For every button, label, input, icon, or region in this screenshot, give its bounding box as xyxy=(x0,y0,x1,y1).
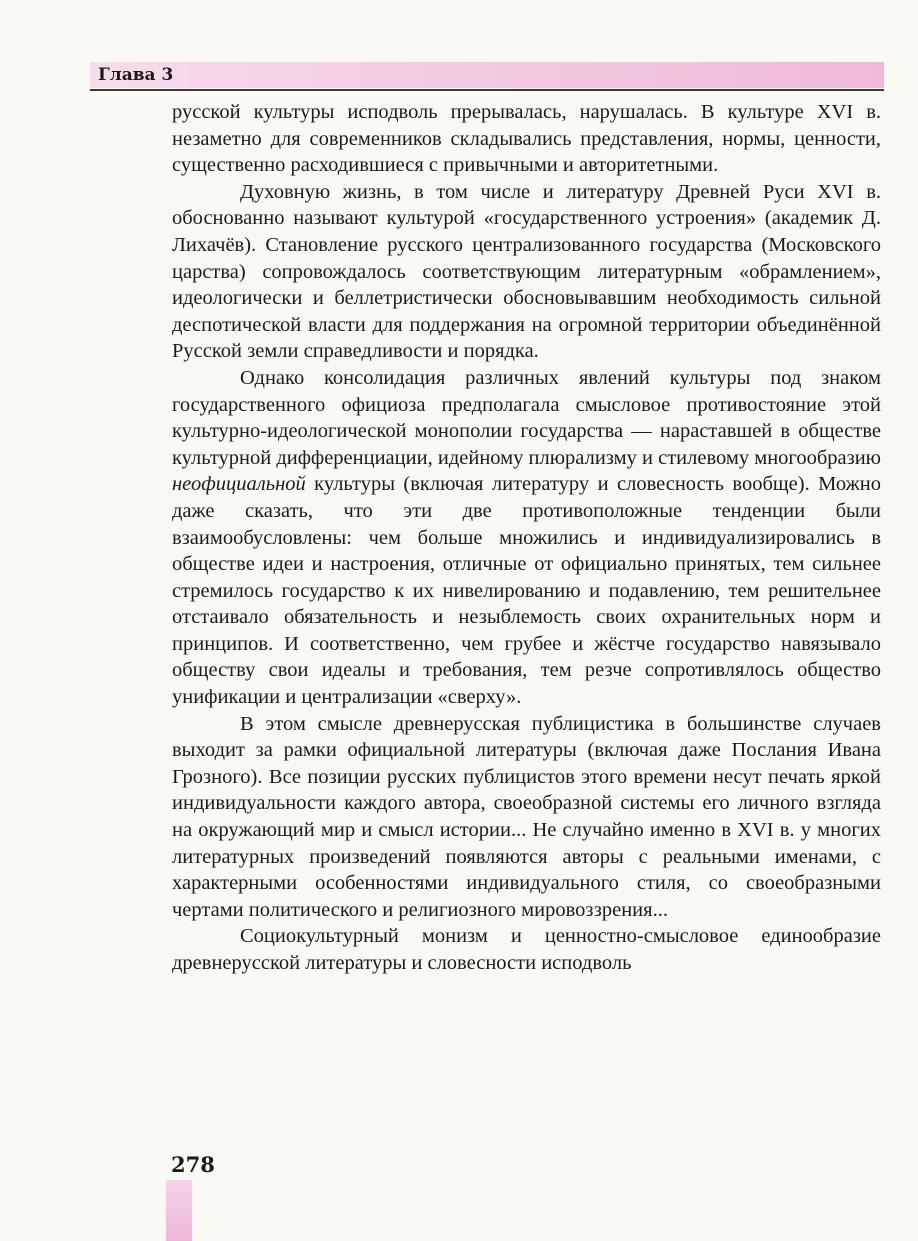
paragraph xyxy=(172,179,881,365)
paragraph-text: русской культуры исподволь прерывалась, нарушалась. В культуре XVI в. незаметно для современников складывались представления, нормы, ценности, существенно расходившиеся с привычными и авторитетными. xyxy=(172,101,881,177)
paragraph xyxy=(172,99,881,179)
header-rule xyxy=(90,89,884,91)
paragraph-text: Однако консолидация различных явлений культуры под знаком государственного официоза предполагала смысловое противостояние этой культурно-идеологической монополии государства — нараставшей в обществе культурной дифференциации, идейному плюрализму и стилевому многообразию xyxy=(172,366,881,469)
side-color-strip xyxy=(166,1180,192,1241)
paragraph xyxy=(172,365,881,711)
paragraph-text: Социокультурный монизм и ценностно-смысловое единообразие древнерусской литературы и словесности исподволь xyxy=(172,925,881,974)
paragraph xyxy=(172,711,881,924)
chapter-header-band xyxy=(90,62,884,88)
text-body xyxy=(172,99,881,977)
page-number: 278 xyxy=(171,1152,215,1177)
paragraph xyxy=(172,923,881,976)
paragraph-text: культуры (включая литературу и словесность вообще). Можно даже сказать, что эти две противоположные тенденции были взаимообусловлены: чем больше множились и индивидуализировались в обществе идеи и настроения, отличные от официально принятых, тем сильнее стремилось государство к их нивелированию и подавлению, тем решительнее отстаивало обязательность и незыблемость своих охранительных норм и принципов. И соответственно, чем грубее и жёстче государство навязывало обществу свои идеалы и требования, тем резче сопротивлялось общество унификации и централизации «сверху». xyxy=(172,473,881,709)
paragraph-text: Духовную жизнь, в том числе и литературу Древней Руси XVI в. обоснованно называют культурой «государственного устроения» (академик Д. Лихачёв). Становление русского централизованного государства (Московского царства) сопровождалось соответствующим литературным «обрамлением», идеологически и беллетристически обосновывавшим необходимость сильной деспотической власти для поддержания на огромной территории объединённой Русской земли справедливости и порядка. xyxy=(172,180,881,363)
paragraph-text: В этом смысле древнерусская публицистика в большинстве случаев выходит за рамки официальной литературы (включая даже Послания Ивана Грозного). Все позиции русских публицистов этого времени несут печать яркой индивидуальности каждого автора, своеобразной системы его личного взгляда на окружающий мир и смысл истории... Не случайно именно в XVI в. у многих литературных произведений появляются авторы с реальными именами, с характерными особенностями индивидуального стиля, со своеобразными чертами политического и религиозного мировоззрения... xyxy=(172,712,881,921)
italic-text: неофициальной xyxy=(172,473,306,496)
chapter-label: Глава 3 xyxy=(98,65,174,85)
